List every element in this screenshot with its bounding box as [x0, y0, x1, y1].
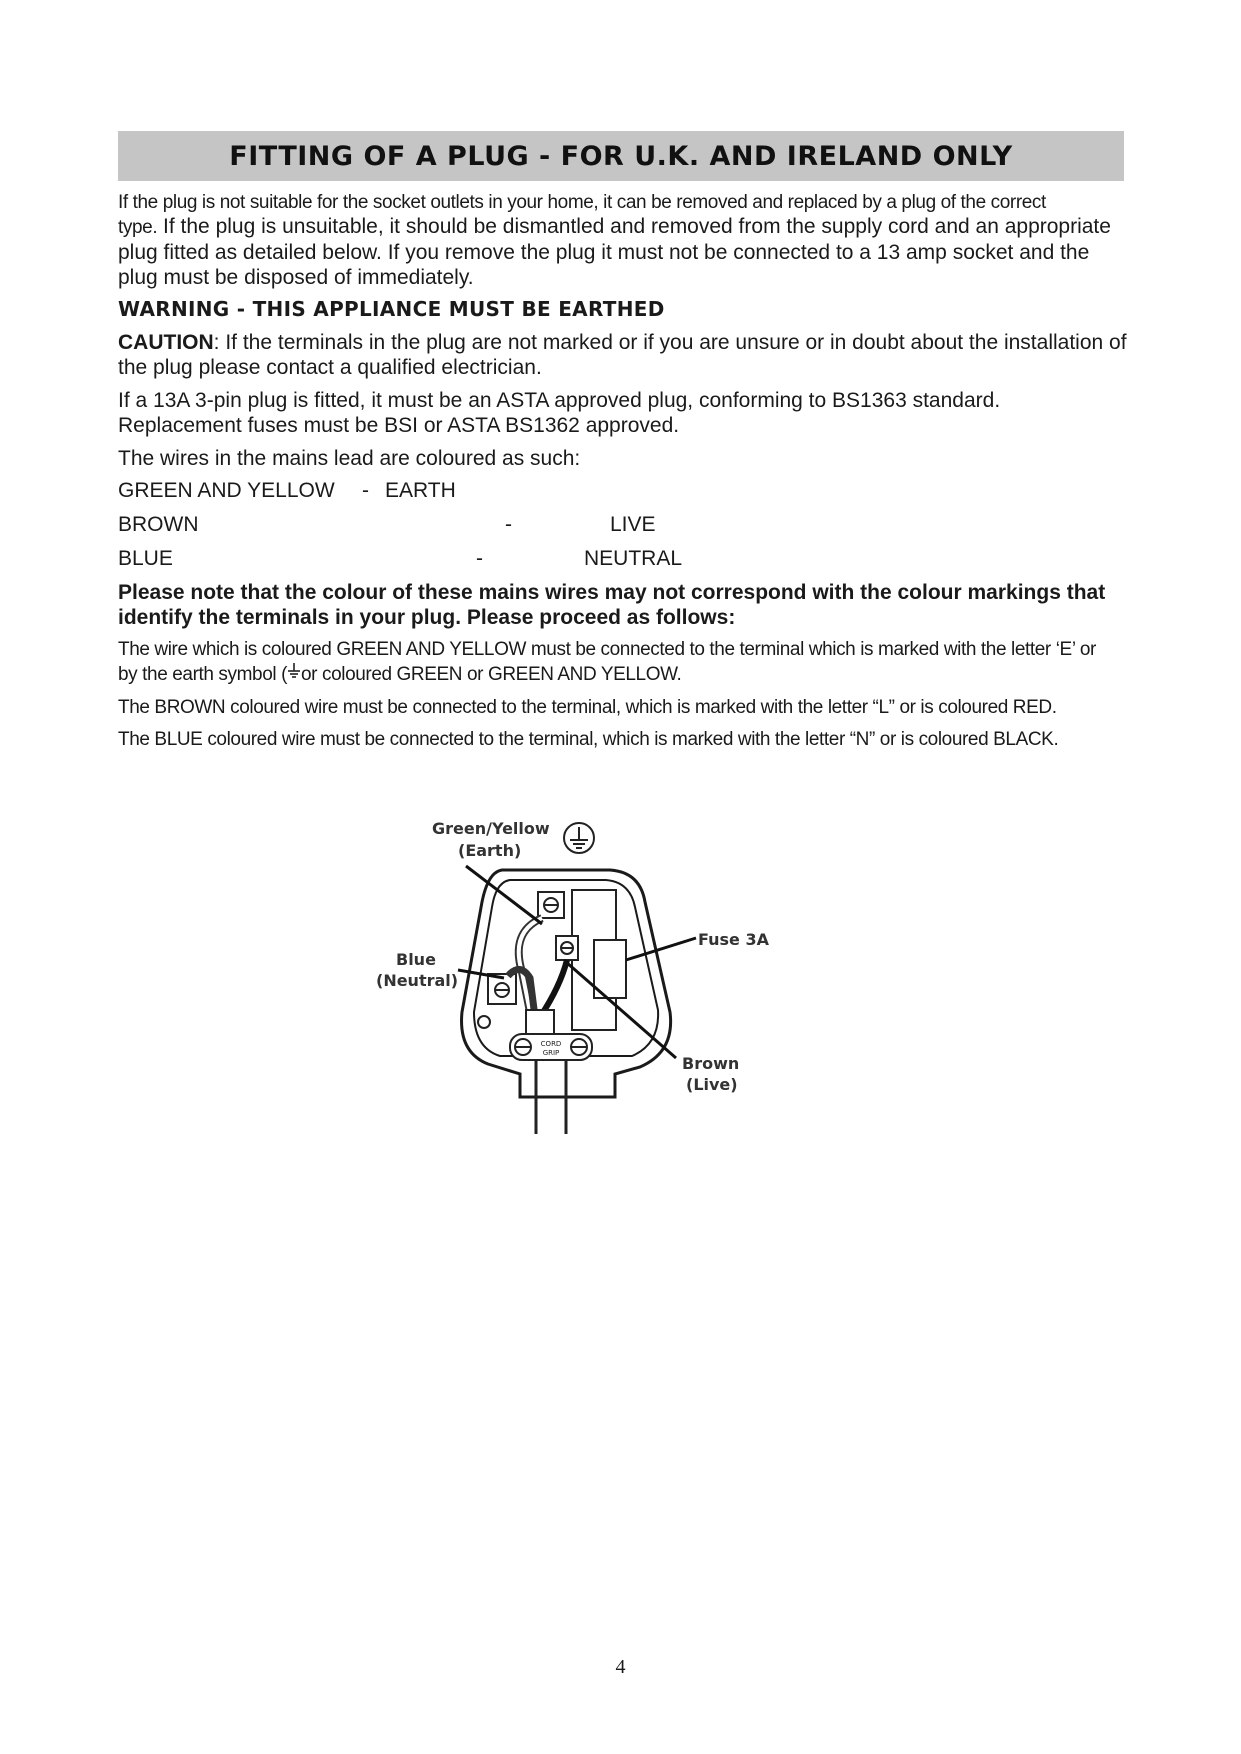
- wire-row-live-colour: BROWN: [118, 513, 199, 536]
- wire-row-neutral-function: NEUTRAL: [584, 547, 683, 570]
- wire-row-neutral-dash: -: [476, 547, 483, 570]
- wire-row-earth-dash: -: [362, 479, 369, 502]
- caution-paragraph: [118, 330, 1128, 380]
- asta-paragraph: If a 13A 3-pin plug is fitted, it must be an ASTA approved plug, conforming to BS1363 standard. Replacement fuses must be BSI or ASTA BS1362 approved.: [118, 389, 1001, 437]
- earth-leader-line: [466, 866, 542, 924]
- cord-grip-label-1: CORD: [540, 1040, 562, 1048]
- instruction-earth-line-1: The wire which is coloured GREEN AND YELLOW must be connected to the terminal which is marked with the letter ‘E’ or: [118, 639, 1096, 660]
- page-number: 4: [615, 1656, 626, 1678]
- wire-row-earth-function: EARTH: [385, 479, 456, 502]
- note-bold-paragraph: Please note that the colour of these mains wires may not correspond with the colour markings that identify the terminals in your plug. Please proceed as follows:: [118, 581, 1106, 629]
- wires-intro: The wires in the mains lead are coloured as such:: [118, 447, 581, 470]
- instruction-brown: The BROWN coloured wire must be connected to the terminal, which is marked with the letter “L” or is coloured RED.: [118, 697, 1057, 718]
- intro-lead: type.: [118, 217, 158, 238]
- fuse-label: Fuse 3A: [698, 930, 769, 949]
- live-wire: [540, 960, 567, 1017]
- instruction-earth-text-a: by the earth symbol (: [118, 664, 288, 685]
- warning-heading: WARNING - THIS APPLIANCE MUST BE EARTHED: [118, 297, 665, 321]
- earth-label-1: Green/Yellow: [432, 819, 550, 838]
- fuse-leader-line: [626, 938, 696, 960]
- intro-small-line: If the plug is not suitable for the socket outlets in your home, it can be removed and replaced by a plug of the correct: [118, 192, 1046, 213]
- instruction-earth-line-2: [118, 662, 1128, 687]
- wire-row-live-dash: -: [505, 513, 512, 536]
- earth-circle-icon: [564, 823, 594, 853]
- caution-text: : If the terminals in the plug are not marked or if you are unsure or in doubt about the installation of the plug please contact a qualified electrician.: [118, 331, 1127, 379]
- brown-label-1: Brown: [682, 1054, 740, 1073]
- cord-grip-label-2: GRIP: [542, 1049, 560, 1057]
- title-bar: [118, 131, 1124, 181]
- blue-label-2: (Neutral): [376, 971, 459, 990]
- plug-wiring-diagram: [370, 812, 790, 1142]
- wire-row-live-function: LIVE: [610, 513, 656, 536]
- wire-row-earth-colour: GREEN AND YELLOW: [118, 479, 335, 502]
- page-title: FITTING OF A PLUG - FOR U.K. AND IRELAND ONLY: [229, 140, 1013, 172]
- intro-rest: If the plug is unsuitable, it should be dismantled and removed from the supply cord and an appropriate plug fitted as detailed below. If you remove the plug it must not be connected to a 13 amp socket and the plug must be disposed of immediately.: [118, 215, 1111, 289]
- caution-label: CAUTION: [118, 331, 214, 354]
- earth-symbol-icon: [287, 662, 301, 687]
- instruction-blue: The BLUE coloured wire must be connected to the terminal, which is marked with the letter “N” or is coloured BLACK.: [118, 729, 1059, 750]
- wire-row-neutral-colour: BLUE: [118, 547, 173, 570]
- blue-label-1: Blue: [396, 950, 436, 969]
- intro-paragraph: [118, 214, 1128, 290]
- brown-label-2: (Live): [686, 1075, 738, 1094]
- earth-label-2: (Earth): [458, 841, 522, 860]
- instruction-earth-text-b: or coloured GREEN or GREEN AND YELLOW.: [301, 664, 682, 685]
